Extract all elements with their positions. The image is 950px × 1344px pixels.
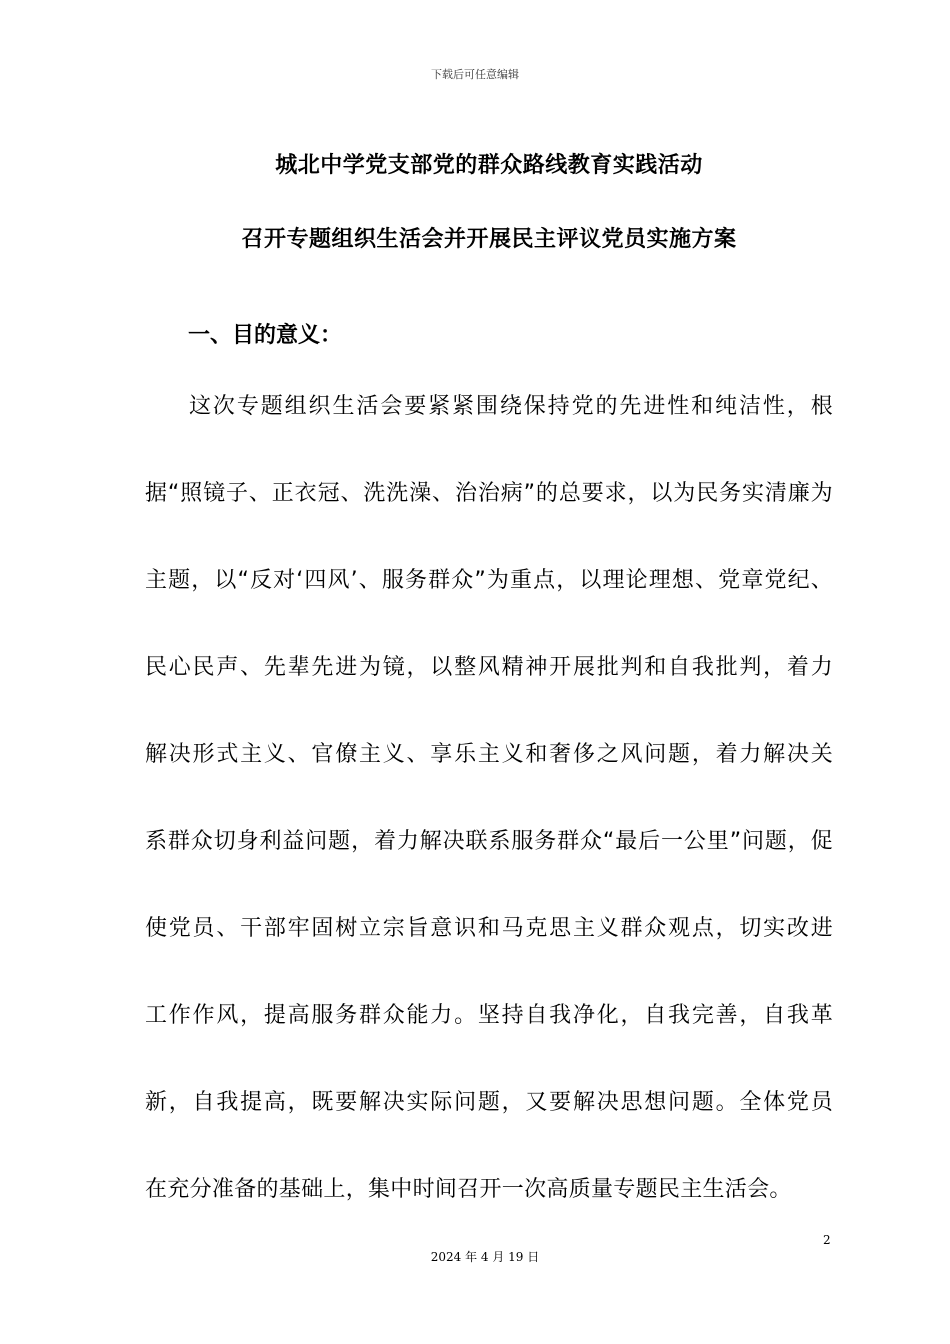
page-number: 2	[823, 1233, 831, 1247]
header-note: 下载后可任意编辑	[431, 68, 519, 81]
document-title-line-2: 召开专题组织生活会并开展民主评议党员实施方案	[241, 227, 737, 252]
footer-date: 2024 年 4 月 19 日	[430, 1250, 540, 1264]
paragraph-line: 新，自我提高，既要解决实际问题，又要解决思想问题。全体党员	[145, 1090, 833, 1115]
section-heading: 一、目的意义：	[188, 323, 343, 348]
paragraph-line: 工作作风，提高服务群众能力。坚持自我净化，自我完善，自我革	[145, 1003, 833, 1028]
paragraph-line: 这次专题组织生活会要紧紧围绕保持党的先进性和纯洁性，根	[189, 394, 833, 419]
paragraph-line: 民心民声、先辈先进为镜，以整风精神开展批判和自我批判，着力	[145, 655, 833, 680]
paragraph-line: 在充分准备的基础上，集中时间召开一次高质量专题民主生活会。	[145, 1177, 792, 1202]
document-title-line-1: 城北中学党支部党的群众路线教育实践活动	[275, 153, 703, 178]
paragraph-line: 解决形式主义、官僚主义、享乐主义和奢侈之风问题，着力解决关	[145, 742, 833, 767]
paragraph-line: 主题，以“反对‘四风’、服务群众”为重点，以理论理想、党章党纪、	[145, 568, 833, 593]
paragraph-line: 使党员、干部牢固树立宗旨意识和马克思主义群众观点，切实改进	[145, 916, 833, 941]
paragraph-line: 系群众切身利益问题，着力解决联系服务群众“最后一公里”问题，促	[145, 829, 833, 854]
paragraph-line: 据“照镜子、正衣冠、洗洗澡、治治病”的总要求，以为民务实清廉为	[145, 481, 833, 506]
